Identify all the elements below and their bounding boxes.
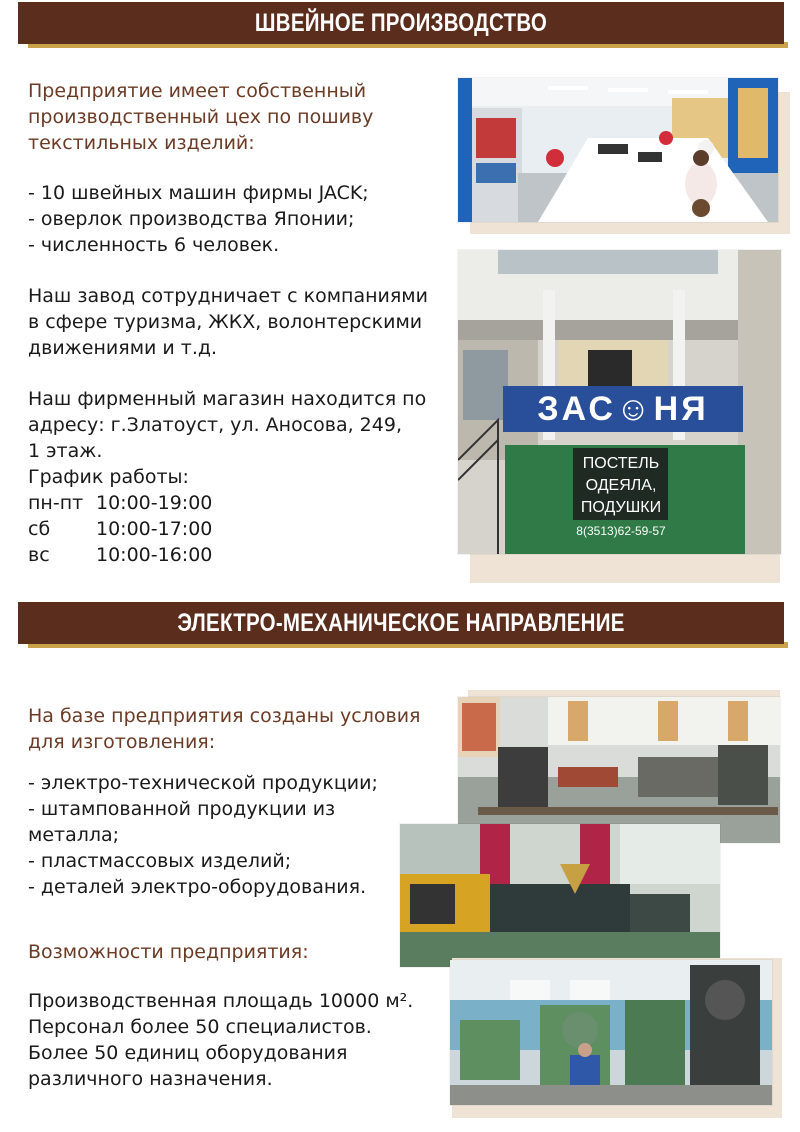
sewing-intro: Предприятие имеет собственный производственный цех по пошиву текстильных изделий:	[28, 80, 374, 154]
store-entrance-photo	[458, 250, 781, 554]
electro-workshop-image	[458, 697, 780, 843]
capabilities-title: Возможности предприятия:	[28, 941, 309, 963]
molding-machines-photo	[400, 824, 720, 967]
schedule-title: График работы:	[28, 466, 189, 488]
schedule-row: вс 10:00-16:00	[28, 544, 213, 566]
electro-products-list: - электро-технической продукции; - штампованной продукции из металла; - пластмассовых изделий; - деталей электро-оборудования.	[28, 772, 378, 898]
store-sign-text: ЗАС☺НЯ	[537, 390, 709, 428]
store-board-line: ПОДУШКИ	[580, 499, 662, 516]
partners-text: Наш завод сотрудничает с компаниями в сфере туризма, ЖКХ, волонтерскими движениями и т.д.	[28, 285, 428, 359]
electro-workshop-photo	[458, 697, 780, 843]
press-machines-photo	[450, 960, 772, 1105]
sewing-equipment-list: - 10 швейных машин фирмы JACK; - оверлок производства Японии; - численность 6 человек.	[28, 182, 369, 256]
store-address: Наш фирменный магазин находится по адресу: г.Златоуст, ул. Аносова, 249, 1 этаж. График работы:	[28, 388, 427, 488]
section-title: ЭЛЕКТРО-МЕХАНИЧЕСКОЕ НАПРАВЛЕНИЕ	[177, 609, 625, 637]
sewing-workshop-photo	[458, 78, 778, 222]
store-board-line: ПОСТЕЛЬ	[582, 455, 660, 472]
press-machines-image	[450, 960, 772, 1105]
schedule-row: пн-пт 10:00-19:00	[28, 492, 213, 514]
schedule-table	[28, 490, 212, 568]
molding-machines-image	[400, 824, 720, 967]
store-entrance-image	[458, 250, 781, 554]
sewing-workshop-image	[458, 78, 778, 222]
store-phone: 8(3513)62-59-57	[576, 524, 666, 538]
schedule-row: сб 10:00-17:00	[28, 518, 213, 540]
capabilities-list: Производственная площадь 10000 м². Персонал более 50 специалистов. Более 50 единиц оборудования различного назначения.	[28, 990, 414, 1090]
store-board-line: ОДЕЯЛА,	[585, 477, 657, 494]
section-title: ШВЕЙНОЕ ПРОИЗВОДСТВО	[254, 9, 548, 37]
electro-intro: На базе предприятия созданы условия для изготовления:	[28, 705, 421, 753]
